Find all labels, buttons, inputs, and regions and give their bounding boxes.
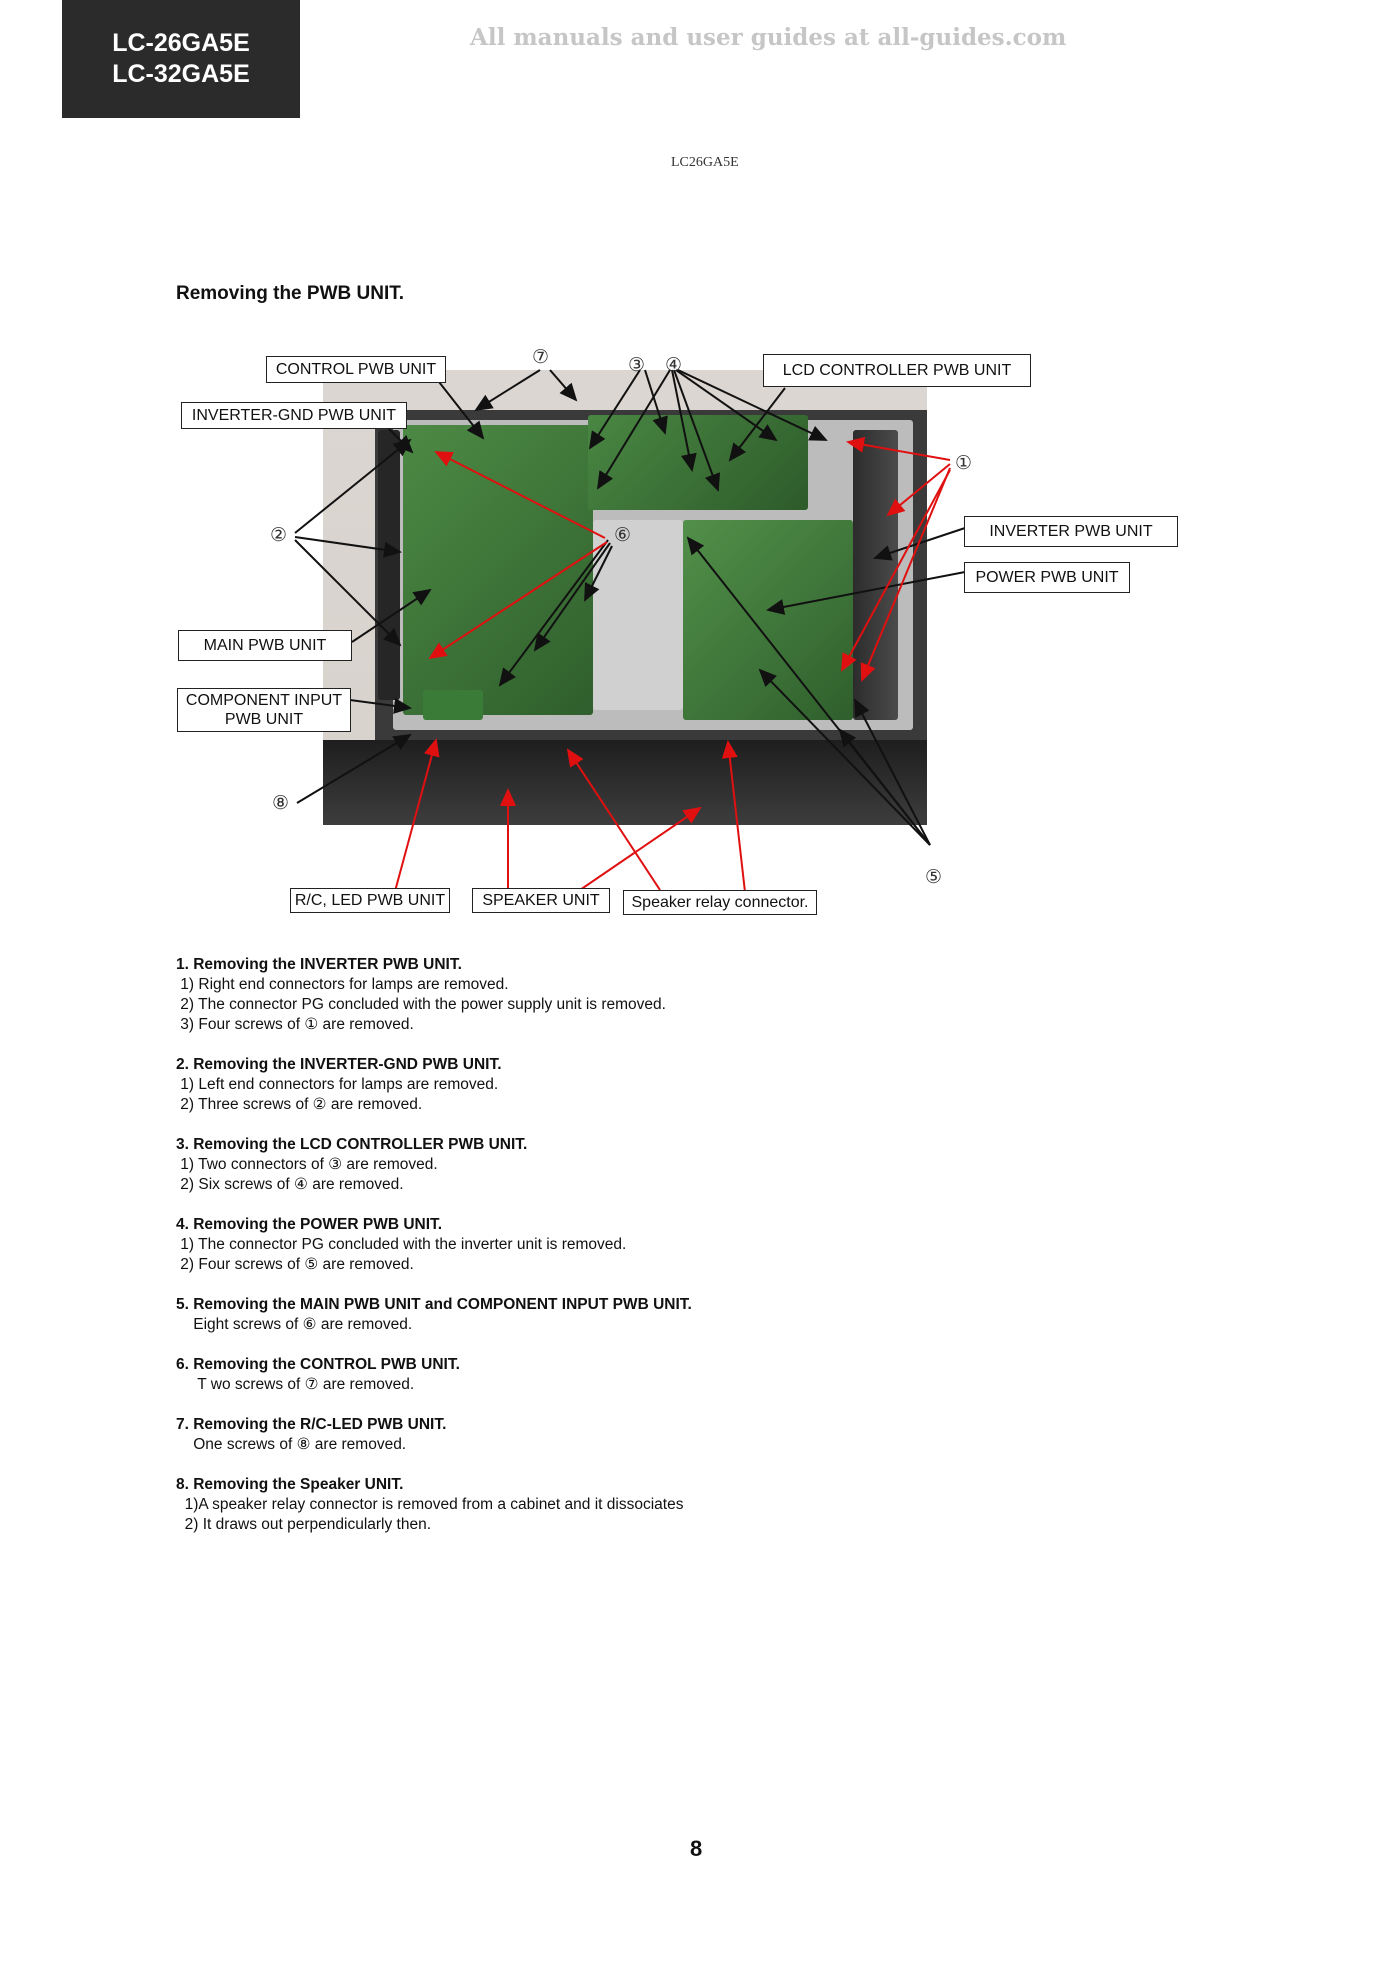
step-line: 1) Right end connectors for lamps are removed. [176, 976, 509, 993]
label-power-pwb: POWER PWB UNIT [964, 562, 1130, 593]
label-component-input-line1: COMPONENT INPUT [185, 692, 343, 709]
label-inverter-gnd-pwb: INVERTER-GND PWB UNIT [181, 402, 407, 429]
step-line: 3) Four screws of ① are removed. [176, 1016, 414, 1033]
step-title: 1. Removing the INVERTER PWB UNIT. [176, 956, 462, 973]
step-title: 2. Removing the INVERTER-GND PWB UNIT. [176, 1056, 502, 1073]
step-line: T wo screws of ⑦ are removed. [176, 1376, 415, 1393]
step-title: 8. Removing the Speaker UNIT. [176, 1476, 404, 1493]
marker-6: ⑥ [614, 524, 632, 546]
step-line: 2) Three screws of ② are removed. [176, 1096, 423, 1113]
step-title: 4. Removing the POWER PWB UNIT. [176, 1216, 443, 1233]
step-3 [176, 1135, 1276, 1195]
label-component-input-line2: PWB UNIT [224, 711, 304, 728]
label-speaker-relay-connector: Speaker relay connector. [623, 890, 817, 915]
marker-3: ③ [628, 354, 646, 376]
marker-5: ⑤ [925, 866, 943, 888]
model-name-2: LC-32GA5E [112, 60, 250, 88]
step-4 [176, 1215, 1276, 1275]
step-7 [176, 1415, 1276, 1455]
model-name-1: LC-26GA5E [112, 29, 250, 57]
step-5 [176, 1295, 1276, 1335]
model-badge [62, 0, 300, 118]
step-line: 2) It draws out perpendicularly then. [176, 1516, 432, 1533]
step-title: 3. Removing the LCD CONTROLLER PWB UNIT. [176, 1136, 528, 1153]
step-title: 5. Removing the MAIN PWB UNIT and COMPONENT INPUT PWB UNIT. [176, 1296, 692, 1313]
step-line: 1) Two connectors of ③ are removed. [176, 1156, 438, 1173]
step-title: 6. Removing the CONTROL PWB UNIT. [176, 1356, 460, 1373]
step-2 [176, 1055, 1276, 1115]
section-title: Removing the PWB UNIT. [176, 283, 405, 304]
marker-8: ⑧ [272, 792, 290, 814]
step-line: 1)A speaker relay connector is removed from a cabinet and it dissociates [176, 1496, 684, 1513]
step-title: 7. Removing the R/C-LED PWB UNIT. [176, 1416, 447, 1433]
pwb-diagram [0, 340, 1400, 930]
doc-code: LC26GA5E [671, 155, 739, 170]
step-1 [176, 955, 1276, 1035]
label-rc-led-pwb: R/C, LED PWB UNIT [290, 888, 450, 913]
label-inverter-pwb: INVERTER PWB UNIT [964, 516, 1178, 547]
marker-7: ⑦ [532, 346, 550, 368]
label-lcd-controller-pwb: LCD CONTROLLER PWB UNIT [763, 354, 1031, 387]
step-line: Eight screws of ⑥ are removed. [176, 1316, 413, 1333]
label-main-pwb: MAIN PWB UNIT [178, 630, 352, 661]
step-6 [176, 1355, 1276, 1395]
step-line: 2) Four screws of ⑤ are removed. [176, 1256, 414, 1273]
procedure-steps [176, 955, 1276, 1555]
step-line: 2) The connector PG concluded with the power supply unit is removed. [176, 996, 666, 1013]
watermark: All manuals and user guides at all-guides.com [470, 24, 1067, 51]
page-number: 8 [690, 1836, 703, 1861]
step-line: 2) Six screws of ④ are removed. [176, 1176, 404, 1193]
label-control-pwb: CONTROL PWB UNIT [266, 356, 446, 383]
marker-2: ② [270, 524, 288, 546]
label-component-input-pwb [177, 688, 351, 732]
step-8 [176, 1475, 1276, 1535]
step-line: One screws of ⑧ are removed. [176, 1436, 407, 1453]
step-line: 1) Left end connectors for lamps are removed. [176, 1076, 499, 1093]
step-line: 1) The connector PG concluded with the inverter unit is removed. [176, 1236, 627, 1253]
label-speaker-unit: SPEAKER UNIT [472, 888, 610, 913]
marker-4: ④ [665, 354, 683, 376]
marker-1: ① [955, 452, 973, 474]
